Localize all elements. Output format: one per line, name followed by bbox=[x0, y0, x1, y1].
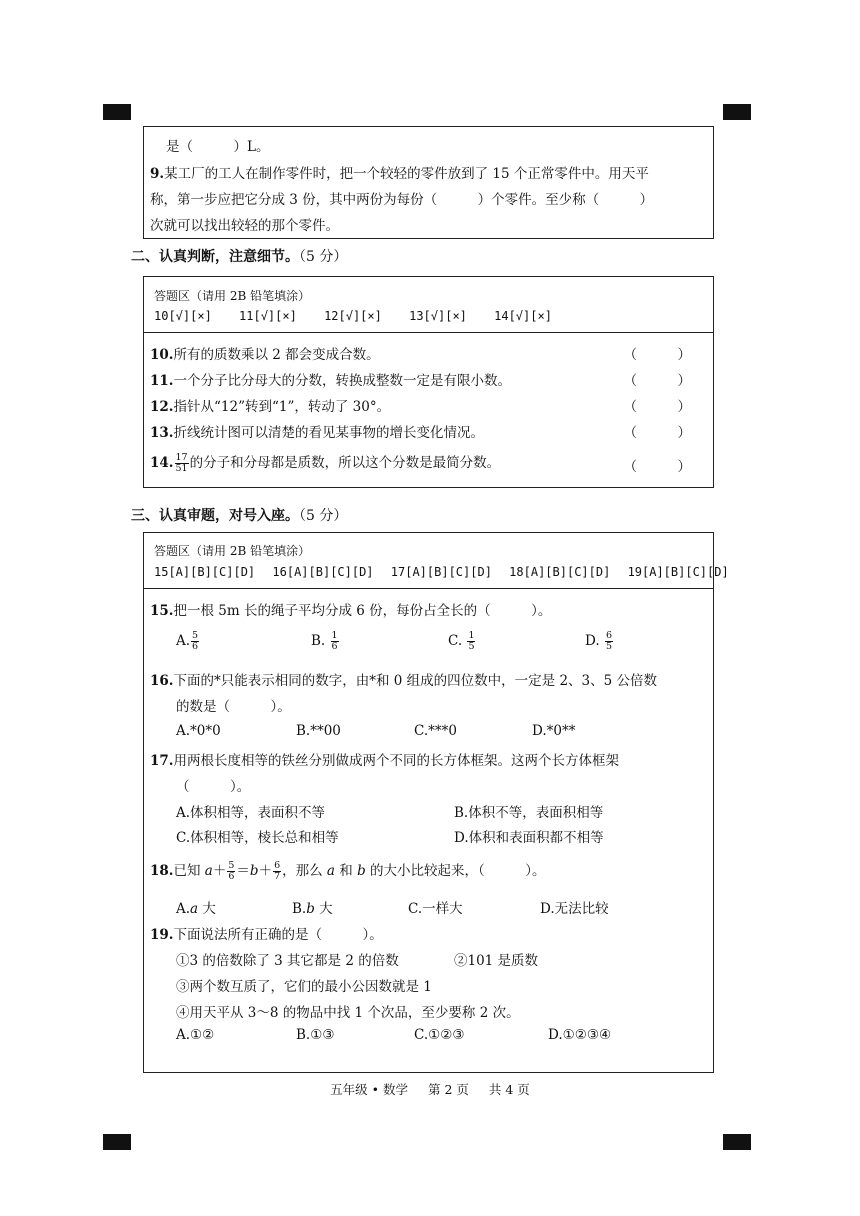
q19-option-d: D.①②③④ bbox=[548, 1027, 612, 1043]
section3-title: 三、认真审题，对号入座。（5 分） bbox=[131, 508, 348, 524]
answer-bubble-12[interactable]: 12[√][×] bbox=[324, 309, 382, 323]
q18-option-b: B.b 大 bbox=[292, 901, 333, 917]
q9-line-1: 9.某工厂的工人在制作零件时，把一个较轻的零件放到了 15 个正常零件中。用天平 bbox=[150, 166, 649, 182]
answer-bubble-10[interactable]: 10[√][×] bbox=[154, 309, 212, 323]
answer-bubble-11[interactable]: 11[√][×] bbox=[239, 309, 297, 323]
q17-line-1: 17.用两根长度相等的铁丝分别做成两个不同的长方体框架。这两个长方体框架 bbox=[150, 753, 619, 769]
q16-option-a: A.*0*0 bbox=[176, 723, 221, 739]
q19-option-b: B.①③ bbox=[296, 1027, 335, 1043]
section1-continuation-box bbox=[143, 126, 714, 239]
q16-option-b: B.**00 bbox=[296, 723, 341, 739]
q19-option-c: C.①②③ bbox=[414, 1027, 465, 1043]
section2-answer-row bbox=[154, 309, 572, 323]
q19-statement-2: ②101 是质数 bbox=[454, 953, 539, 969]
q16-option-d: D.*0** bbox=[532, 723, 576, 739]
q16-line-2: 的数是（ ）。 bbox=[176, 699, 291, 715]
q14-fraction: $\frac{17}{51}$ bbox=[175, 452, 188, 474]
q15-option-d: D. $\frac{6}{5}$ bbox=[585, 630, 612, 652]
registration-mark-bottom-left bbox=[103, 1134, 131, 1150]
q17-option-d: D.体积和表面积都不相等 bbox=[454, 830, 604, 846]
q17-option-c: C.体积相等，棱长总和相等 bbox=[176, 830, 339, 846]
registration-mark-top-left bbox=[103, 104, 131, 120]
q11: 11.一个分子比分母大的分数，转换成整数一定是有限小数。 （ ） bbox=[150, 369, 713, 389]
q18: 18.已知 a＋ $\frac{5}{6}$ ＝b＋ $\frac{6}{7}$ ，那么 a 和 b 的大小比较起来，（ ）。 bbox=[150, 860, 546, 882]
answer-bubble-15[interactable]: 15[A][B][C][D] bbox=[154, 565, 256, 579]
footer-total: 共 4 页 bbox=[488, 1082, 530, 1097]
q10: 10.所有的质数乘以 2 都会变成合数。 （ ） bbox=[150, 343, 713, 363]
q17-option-b: B.体积不等，表面积相等 bbox=[454, 805, 604, 821]
q14: 14. $\frac{17}{51}$ 的分子和分母都是质数，所以这个分数是最简分数。 （ ） bbox=[150, 452, 691, 475]
q9-number: 9. bbox=[150, 166, 165, 182]
registration-mark-bottom-right bbox=[723, 1134, 751, 1150]
section3-divider bbox=[144, 588, 713, 589]
q19-statement-3: ③两个数互质了，它们的最小公因数就是 1 bbox=[176, 979, 432, 995]
q9-line-2: 称，第一步应把它分成 3 份，其中两份为每份（ ）个零件。至少称（ ） bbox=[150, 192, 654, 208]
footer-grade: 五年级 • 数学 bbox=[330, 1082, 408, 1097]
section3-answer-head: 答题区（请用 2B 铅笔填涂） bbox=[154, 544, 311, 558]
q18-option-a: A.a 大 bbox=[176, 901, 216, 917]
q17-line-2: （ ）。 bbox=[176, 779, 251, 795]
answer-bubble-17[interactable]: 17[A][B][C][D] bbox=[390, 565, 492, 579]
q18-option-c: C.一样大 bbox=[408, 901, 463, 917]
q19-option-a: A.①② bbox=[176, 1027, 215, 1043]
q10-answer-paren: （ ） bbox=[623, 347, 691, 363]
q13-answer-paren: （ ） bbox=[623, 425, 691, 441]
q15-option-b: B. $\frac{1}{6}$ bbox=[311, 630, 338, 652]
q14-answer-paren: （ ） bbox=[623, 459, 691, 475]
q9-line-3: 次就可以找出较轻的那个零件。 bbox=[150, 218, 339, 234]
q16-line-1: 16.下面的*只能表示相同的数字，由*和 0 组成的四位数中，一定是 2、3、5 公倍数 bbox=[150, 673, 658, 689]
answer-bubble-13[interactable]: 13[√][×] bbox=[409, 309, 467, 323]
q13: 13.折线统计图可以清楚的看见某事物的增长变化情况。 （ ） bbox=[150, 421, 713, 441]
q11-answer-paren: （ ） bbox=[623, 373, 691, 389]
section3-box bbox=[143, 532, 729, 1073]
answer-bubble-19[interactable]: 19[A][B][C][D] bbox=[627, 565, 729, 579]
q18-option-d: D.无法比较 bbox=[540, 901, 609, 917]
q8-continuation: 是（ ）L。 bbox=[166, 139, 270, 155]
section2-box bbox=[143, 276, 714, 488]
answer-bubble-14[interactable]: 14[√][×] bbox=[494, 309, 552, 323]
q12-answer-paren: （ ） bbox=[623, 399, 691, 415]
section2-title: 二、认真判断，注意细节。（5 分） bbox=[131, 249, 348, 265]
q15: 15.把一根 5m 长的绳子平均分成 6 份，每份占全长的（ ）。 bbox=[150, 603, 552, 619]
q19-statement-4: ④用天平从 3～8 的物品中找 1 个次品，至少要称 2 次。 bbox=[176, 1005, 520, 1021]
q19: 19.下面说法所有正确的是（ ）。 bbox=[150, 927, 383, 943]
section2-divider bbox=[144, 332, 713, 333]
answer-bubble-18[interactable]: 18[A][B][C][D] bbox=[509, 565, 611, 579]
q12: 12.指针从“12”转到“1”，转动了 30°。 （ ） bbox=[150, 395, 713, 415]
footer-page: 第 2 页 bbox=[428, 1082, 469, 1097]
q16-option-c: C.***0 bbox=[414, 723, 457, 739]
q17-option-a: A.体积相等，表面积不等 bbox=[176, 805, 326, 821]
section3-answer-row bbox=[154, 565, 749, 579]
q15-option-c: C. $\frac{1}{5}$ bbox=[448, 630, 475, 652]
answer-bubble-16[interactable]: 16[A][B][C][D] bbox=[272, 565, 374, 579]
registration-mark-top-right bbox=[723, 104, 751, 120]
q19-statement-1: ①3 的倍数除了 3 其它都是 2 的倍数 bbox=[176, 953, 399, 969]
section2-answer-head: 答题区（请用 2B 铅笔填涂） bbox=[154, 289, 311, 303]
q15-option-a: A. $\frac{5}{6}$ bbox=[176, 630, 199, 652]
page-footer bbox=[0, 1080, 860, 1098]
